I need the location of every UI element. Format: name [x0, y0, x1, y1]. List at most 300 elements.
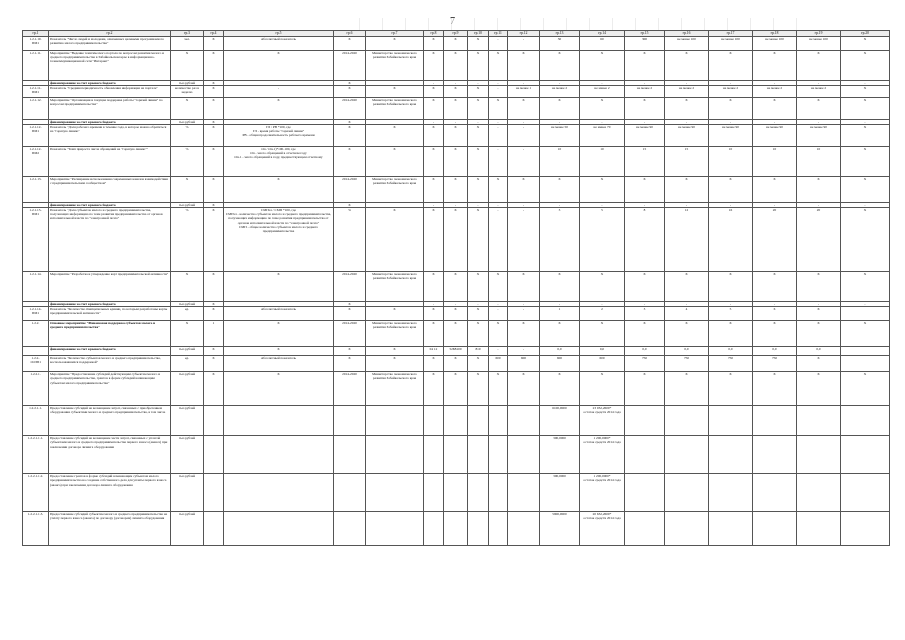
- table-cell: X: [204, 272, 224, 302]
- table-cell: X: [508, 321, 540, 347]
- table-cell: -: [797, 120, 841, 125]
- table-row: [23, 372, 890, 406]
- table-cell: X: [489, 321, 508, 347]
- table-cell: X: [625, 177, 665, 203]
- table-cell: -: [508, 147, 540, 177]
- table-cell: -: [540, 302, 580, 307]
- table-cell: X: [468, 356, 489, 372]
- table-cell: 0,0: [797, 347, 841, 356]
- table-row: [23, 406, 890, 436]
- table-cell: [841, 356, 890, 372]
- table-cell: -: [753, 203, 797, 208]
- table-cell: X: [334, 307, 366, 321]
- table-cell: X: [709, 177, 753, 203]
- table-cell: не менее 1: [508, 86, 540, 98]
- table-cell: [444, 474, 468, 512]
- table-cell: X: [204, 37, 224, 51]
- table-cell: X: [468, 147, 489, 177]
- table-cell: X: [665, 272, 709, 302]
- table-cell: тыс.рублей: [171, 347, 204, 356]
- table-cell: [665, 512, 709, 546]
- table-row: [23, 321, 890, 347]
- table-cell: X: [489, 177, 508, 203]
- table-cell: X: [841, 86, 890, 98]
- table-cell: не менее 90: [625, 125, 665, 147]
- table-cell: не менее 2: [540, 86, 580, 98]
- table-cell: 2014-2020: [334, 372, 366, 406]
- table-cell: X: [753, 321, 797, 347]
- table-cell: %: [171, 147, 204, 177]
- table-cell: -: [753, 302, 797, 307]
- table-cell: [424, 406, 444, 436]
- table-cell: X: [334, 347, 366, 356]
- table-cell: -: [665, 120, 709, 125]
- table-cell: X: [171, 51, 204, 81]
- table-cell: 5: [709, 307, 753, 321]
- table-cell: 600: [508, 356, 540, 372]
- table-cell: [797, 474, 841, 512]
- table-cell: 0,0: [665, 347, 709, 356]
- table-cell: [665, 436, 709, 474]
- table-cell: 04 12: [424, 347, 444, 356]
- table-cell: X: [171, 272, 204, 302]
- table-cell: 3: [540, 208, 580, 272]
- table-cell: 20 632,2600* остаток средств 2014 года: [580, 512, 625, 546]
- table-cell: -: [489, 307, 508, 321]
- table-cell: %: [334, 208, 366, 272]
- table-cell: Мероприятие "Организация и текущая поддержка работы "горячей линии" по вопросам предпринимательства": [49, 98, 171, 120]
- table-cell: X: [797, 51, 841, 81]
- table-cell: X: [709, 321, 753, 347]
- table-cell: -: [709, 81, 753, 86]
- table-cell: [366, 406, 424, 436]
- column-header: гр.16: [665, 31, 709, 37]
- table-cell: X: [334, 81, 366, 86]
- table-cell: X: [444, 98, 468, 120]
- table-cell: -: [508, 37, 540, 51]
- table-cell: X: [841, 98, 890, 120]
- table-cell: Мероприятие "Расширение использования современных каналов взаимодействия с предпринимательским сообществом": [49, 177, 171, 203]
- table-cell: X: [204, 302, 224, 307]
- table-cell: X: [468, 272, 489, 302]
- column-header: гр.10: [468, 31, 489, 37]
- table-cell: X: [224, 272, 334, 302]
- table-row: [23, 86, 890, 98]
- table-cell: -: [540, 203, 580, 208]
- table-cell: X: [540, 177, 580, 203]
- table-cell: Показатель "Темп прироста числа обращений на "горячую линию"": [49, 147, 171, 177]
- table-row: [23, 147, 890, 177]
- table-cell: X: [444, 321, 468, 347]
- table-cell: [508, 512, 540, 546]
- table-cell: X: [468, 86, 489, 98]
- table-cell: [204, 406, 224, 436]
- table-cell: -: [580, 81, 625, 86]
- table-cell: X: [665, 372, 709, 406]
- table-cell: X: [334, 302, 366, 307]
- table-cell: 300: [625, 37, 665, 51]
- table-cell: финансирование за счет краевого бюджета: [49, 347, 171, 356]
- table-cell: X: [424, 208, 444, 272]
- column-header: гр.4: [204, 31, 224, 37]
- table-cell: X: [797, 307, 841, 321]
- table-cell: 5900,0000: [540, 512, 580, 546]
- table-cell: -: [508, 120, 540, 125]
- table-cell: X: [489, 98, 508, 120]
- table-cell: -: [665, 81, 709, 86]
- table-cell: Министерство экономического развития Забайкальского края: [366, 321, 424, 347]
- table-cell: 20: [753, 208, 797, 272]
- table-cell: [797, 512, 841, 546]
- table-cell: X: [625, 51, 665, 81]
- table-cell: X: [841, 125, 890, 147]
- table-cell: X: [625, 272, 665, 302]
- table-cell: [625, 406, 665, 436]
- table-cell: X: [508, 98, 540, 120]
- table-cell: X: [841, 372, 890, 406]
- table-cell: X: [204, 120, 224, 125]
- table-cell: Показатель "Число людей и молодежи, охваченных целевыми программами по развитию малого предпринимательства": [49, 37, 171, 51]
- table-cell: 15: [625, 147, 665, 177]
- table-row: [23, 272, 890, 302]
- table-cell: X: [508, 372, 540, 406]
- table-cell: -: [841, 203, 890, 208]
- table-cell: 1.2.2.1.: [23, 372, 49, 406]
- table-cell: -: [489, 147, 508, 177]
- table-cell: -: [709, 203, 753, 208]
- table-cell: X: [224, 372, 334, 406]
- table-cell: [665, 406, 709, 436]
- table-cell: 1.2.1.10. ПМ1: [23, 37, 49, 51]
- table-cell: 0,0: [580, 347, 625, 356]
- table-cell: 1.2.1.13- ПМ1: [23, 208, 49, 272]
- table-cell: -: [665, 203, 709, 208]
- table-cell: -: [489, 208, 508, 272]
- table-cell: %: [171, 125, 204, 147]
- table-cell: Предоставление субсидий субъектам малого и среднего предпринимательства на уплату первого взноса (аванса) по договору (договорам) лизинга оборудования: [49, 512, 171, 546]
- table-cell: -: [508, 307, 540, 321]
- table-cell: -: [508, 125, 540, 147]
- table-cell: тыс.рублей: [171, 203, 204, 208]
- table-cell: [366, 436, 424, 474]
- table-cell: X: [444, 208, 468, 272]
- table-cell: -: [468, 203, 489, 208]
- table-cell: тыс.рублей: [171, 436, 204, 474]
- table-cell: X: [444, 86, 468, 98]
- table-cell: X: [204, 307, 224, 321]
- table-cell: [366, 474, 424, 512]
- table-cell: СМПэл / СМП *100, где СМПэл - количество субъектов малого и среднего предпринимательства, получающих информацию по теме развития предпринимательства от органов исполнительной власти по "электронной почте" СМП - общее количество субъектов малого и среднего предпринимательства: [224, 208, 334, 272]
- table-cell: 1.2.1.11.: [23, 51, 49, 81]
- table-cell: -: [489, 125, 508, 147]
- table-cell: X: [224, 321, 334, 347]
- table-cell: [709, 512, 753, 546]
- table-cell: X: [224, 177, 334, 203]
- table-cell: Абсолютный показатель: [224, 37, 334, 51]
- table-cell: X: [841, 321, 890, 347]
- table-cell: не менее 2: [797, 86, 841, 98]
- table-cell: X: [797, 321, 841, 347]
- table-cell: [753, 474, 797, 512]
- column-header: гр.14: [580, 31, 625, 37]
- table-cell: Предоставление грантов в форме субсидий начинающим субъектам малого предпринимательства на создание собственного дела для уплаты первого взноса (аванса) при заключении договора лизинга оборудования: [49, 474, 171, 512]
- table-cell: финансирование за счет краевого бюджета: [49, 302, 171, 307]
- table-cell: 1: [204, 321, 224, 347]
- table-cell: 300,0000: [540, 436, 580, 474]
- table-cell: X: [665, 177, 709, 203]
- table-cell: 1.2.2.: [23, 321, 49, 347]
- table-cell: X: [841, 208, 890, 272]
- column-header: гр.17: [709, 31, 753, 37]
- scan-artifact: [350, 18, 810, 30]
- table-cell: не менее 2: [580, 86, 625, 98]
- table-cell: [489, 436, 508, 474]
- table-cell: 600: [489, 356, 508, 372]
- table-cell: Показатель "Средняя периодичность обновления информации на портале": [49, 86, 171, 98]
- table-cell: не менее 90: [709, 125, 753, 147]
- table-cell: -: [797, 203, 841, 208]
- table-cell: X: [508, 177, 540, 203]
- table-cell: Мероприятие "Разработка и утверждение карт предпринимательской активности": [49, 272, 171, 302]
- table-cell: X: [540, 372, 580, 406]
- table-cell: X: [841, 147, 890, 177]
- table-cell: -: [625, 120, 665, 125]
- table-cell: X: [334, 37, 366, 51]
- table-cell: Министерство экономического развития Забайкальского края: [366, 98, 424, 120]
- table-cell: X: [334, 125, 366, 147]
- table-cell: 2: [580, 307, 625, 321]
- table-cell: X: [508, 51, 540, 81]
- table-cell: X: [444, 147, 468, 177]
- table-cell: [23, 347, 49, 356]
- table-cell: [709, 406, 753, 436]
- table-cell: X: [366, 37, 424, 51]
- table-cell: [625, 474, 665, 512]
- table-cell: тыс.рублей: [171, 120, 204, 125]
- table-cell: [424, 512, 444, 546]
- table-cell: не менее 70: [580, 125, 625, 147]
- column-header: гр.12: [508, 31, 540, 37]
- table-cell: Показатель "Количество субъектов малого и среднего предпринимательства, воспользовавшихся поддержкой": [49, 356, 171, 372]
- table-cell: X: [753, 372, 797, 406]
- table-cell: X: [424, 51, 444, 81]
- table-cell: X: [797, 177, 841, 203]
- table-cell: 1.2.2.1.1.2.: [23, 474, 49, 512]
- table-cell: [489, 474, 508, 512]
- table-cell: X: [709, 98, 753, 120]
- table-cell: 1.2.1.12.: [23, 98, 49, 120]
- table-cell: [841, 406, 890, 436]
- table-cell: -: [489, 302, 508, 307]
- table-cell: 2014-2020: [334, 272, 366, 302]
- table-cell: X: [665, 321, 709, 347]
- table-cell: [468, 406, 489, 436]
- table-cell: X: [625, 98, 665, 120]
- table-cell: -: [580, 120, 625, 125]
- table-cell: [508, 436, 540, 474]
- table-cell: [468, 512, 489, 546]
- table-cell: 16: [709, 208, 753, 272]
- table-cell: 750: [665, 356, 709, 372]
- table-cell: X: [171, 321, 204, 347]
- table-cell: ед.: [171, 356, 204, 372]
- column-header: гр.1: [23, 31, 49, 37]
- table-cell: X: [334, 356, 366, 372]
- column-header: гр.9: [444, 31, 468, 37]
- table-cell: 8: [625, 208, 665, 272]
- table-cell: X: [625, 372, 665, 406]
- table-row: [23, 98, 890, 120]
- table-cell: X: [424, 272, 444, 302]
- table-cell: Министерство экономического развития Забайкальского края: [366, 177, 424, 203]
- table-cell: количество раз в неделю: [171, 86, 204, 98]
- table-cell: X: [204, 98, 224, 120]
- table-cell: X: [424, 98, 444, 120]
- table-cell: 6100,0000: [540, 406, 580, 436]
- table-cell: X: [797, 372, 841, 406]
- table-cell: [797, 406, 841, 436]
- table-cell: [334, 474, 366, 512]
- table-cell: X: [204, 356, 224, 372]
- table-cell: X: [489, 51, 508, 81]
- table-cell: 750: [625, 356, 665, 372]
- table-cell: [444, 512, 468, 546]
- table-cell: -: [580, 203, 625, 208]
- table-cell: -: [508, 302, 540, 307]
- table-cell: X: [224, 51, 334, 81]
- column-header: гр.13: [540, 31, 580, 37]
- table-cell: X: [366, 208, 424, 272]
- table-cell: [468, 436, 489, 474]
- table-cell: не менее 2: [665, 86, 709, 98]
- table-cell: [709, 474, 753, 512]
- table-cell: X: [709, 372, 753, 406]
- program-table-sheet: [22, 30, 884, 546]
- table-cell: X: [580, 372, 625, 406]
- table-cell: Министерство экономического развития Забайкальского края: [366, 372, 424, 406]
- table-cell: X: [468, 372, 489, 406]
- table-cell: [334, 406, 366, 436]
- table-cell: -: [468, 120, 489, 125]
- table-cell: X: [224, 347, 334, 356]
- table-cell: не менее 100: [797, 37, 841, 51]
- table-row: [23, 177, 890, 203]
- table-cell: [841, 512, 890, 546]
- table-row: [23, 356, 890, 372]
- table-cell: 2014-2020: [334, 98, 366, 120]
- table-cell: Показатель "Количество muniципальных единиц, по которым разработаны карты предпринимательской активности": [49, 307, 171, 321]
- table-cell: X: [424, 177, 444, 203]
- table-cell: X: [366, 125, 424, 147]
- table-cell: [508, 406, 540, 436]
- table-cell: [204, 512, 224, 546]
- table-cell: 23 032,2600* остаток средств 2014 года: [580, 406, 625, 436]
- table-cell: не менее 100: [709, 37, 753, 51]
- table-cell: X: [366, 347, 424, 356]
- table-cell: 6: [753, 307, 797, 321]
- column-header: гр.7: [366, 31, 424, 37]
- table-cell: X: [841, 37, 890, 51]
- table-cell: X: [334, 203, 366, 208]
- table-cell: 1.2.1.12- ПМ1: [23, 125, 49, 147]
- table-cell: [334, 512, 366, 546]
- table-cell: не менее 2: [625, 86, 665, 98]
- table-cell: -: [508, 203, 540, 208]
- table-cell: -: [841, 302, 890, 307]
- table-cell: 750: [753, 356, 797, 372]
- table-cell: X: [444, 177, 468, 203]
- table-cell: -: [841, 120, 890, 125]
- table-cell: 750: [709, 356, 753, 372]
- table-cell: [224, 512, 334, 546]
- program-table: [22, 30, 890, 546]
- table-cell: X: [366, 147, 424, 177]
- table-cell: X: [797, 98, 841, 120]
- table-cell: X: [204, 208, 224, 272]
- table-cell: X: [665, 51, 709, 81]
- column-header: гр.5: [224, 31, 334, 37]
- table-cell: X: [366, 356, 424, 372]
- table-cell: -: [797, 302, 841, 307]
- table-cell: не менее 100: [753, 37, 797, 51]
- table-cell: X: [489, 372, 508, 406]
- table-cell: 10: [580, 147, 625, 177]
- table-cell: X: [540, 272, 580, 302]
- table-cell: X: [334, 120, 366, 125]
- table-cell: [753, 436, 797, 474]
- column-header: гр.15: [625, 31, 665, 37]
- table-cell: [841, 347, 890, 356]
- table-cell: Показатель "Доля рабочего времени в течение года, в которое можно обратиться на "горячую линию": [49, 125, 171, 147]
- table-cell: -: [444, 302, 468, 307]
- table-cell: -: [489, 347, 508, 356]
- table-cell: -: [489, 86, 508, 98]
- table-cell: X: [424, 307, 444, 321]
- table-row: [23, 37, 890, 51]
- column-header: гр.19: [797, 31, 841, 37]
- table-cell: 1.2.1.11- ПМ1: [23, 86, 49, 98]
- table-cell: 1.2.2.1.1.: [23, 406, 49, 436]
- table-cell: X: [366, 307, 424, 321]
- table-row: [23, 51, 890, 81]
- table-cell: [204, 474, 224, 512]
- table-row: [23, 474, 890, 512]
- table-cell: X: [468, 125, 489, 147]
- table-cell: X: [625, 321, 665, 347]
- table-row: [23, 307, 890, 321]
- table-cell: -: [468, 81, 489, 86]
- table-cell: X: [444, 307, 468, 321]
- table-cell: 600: [580, 356, 625, 372]
- table-row: [23, 436, 890, 474]
- table-cell: Мероприятие "Ведение тематического портала по вопросам развития малого и среднего предпринимательства в Забайкальском крае в информационно-телекоммуникационной сети "Интернет": [49, 51, 171, 81]
- table-cell: Предоставление субсидий на возмещение части затрат, связанных с уплатой субъектами малого и среднего предпринимательства первого взноса (аванса) при заключении договора лизинга оборудования: [49, 436, 171, 474]
- column-header: гр.20: [841, 31, 890, 37]
- table-cell: -: [841, 81, 890, 86]
- table-cell: 1.2.2.1.1.3.: [23, 512, 49, 546]
- table-cell: 300,0000: [540, 474, 580, 512]
- table-cell: 1.2.1.13.: [23, 177, 49, 203]
- table-cell: [468, 474, 489, 512]
- table-cell: -: [468, 302, 489, 307]
- table-cell: -: [424, 302, 444, 307]
- table-cell: X: [841, 51, 890, 81]
- table-cell: 5: [580, 208, 625, 272]
- table-cell: X: [424, 372, 444, 406]
- table-cell: Абсолютный показатель: [224, 356, 334, 372]
- table-cell: 4: [665, 307, 709, 321]
- table-cell: X: [580, 321, 625, 347]
